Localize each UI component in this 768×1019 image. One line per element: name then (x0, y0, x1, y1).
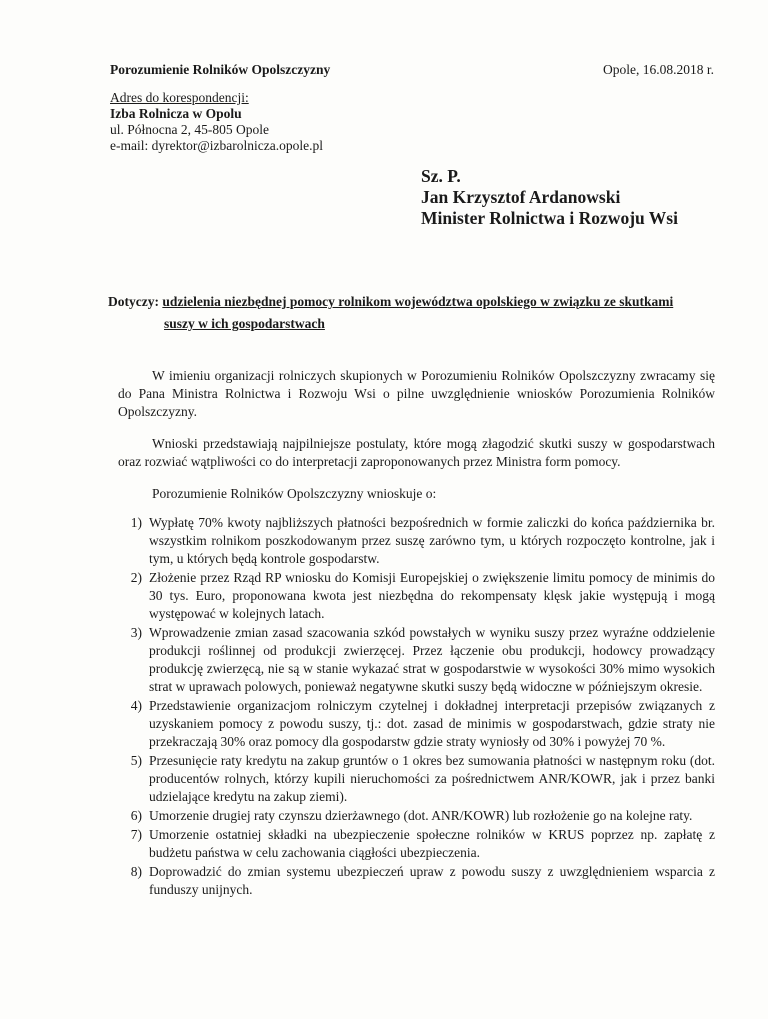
request-list (118, 514, 715, 899)
list-item-number: 3) (130, 625, 142, 640)
subject-label: Dotyczy: (108, 294, 159, 309)
address-label: Adres do korespondencji: (110, 90, 249, 105)
list-item-text: Umorzenie drugiej raty czynszu dzierżawnego (dot. ANR/KOWR) lub rozłożenie go na kolejne raty. (149, 808, 693, 823)
list-item (118, 826, 715, 862)
list-item-number: 2) (130, 570, 142, 585)
list-item-text: Złożenie przez Rząd RP wniosku do Komisji Europejskiej o zwiększenie limitu pomocy de minimis do 30 tys. Euro, proponowana kwota jest niezbędna do rekompensaty klęsk jakie występują i mogą występować w kolejnych latach. (149, 570, 715, 621)
sender-block (110, 62, 330, 154)
recipient-block (421, 166, 678, 229)
sender-org-name: Porozumienie Rolników Opolszczyzny (110, 62, 331, 77)
list-item-text: Doprowadzić do zmian systemu ubezpieczeń upraw z powodu suszy z uwzględnieniem wsparcia z funduszy unijnych. (149, 864, 715, 897)
subject-block (108, 291, 708, 335)
subject-line-2: suszy w ich gospodarstwach (164, 316, 325, 331)
body-paragraph-2: Wnioski przedstawiają najpilniejsze postulaty, które mogą złagodzić skutki suszy w gospodarstwach oraz rozwiać wątpliwości co do interpretacji zaproponowanych przez Ministra form pomocy. (118, 436, 715, 469)
recipient-name: Jan Krzysztof Ardanowski (421, 187, 621, 207)
recipient-title: Minister Rolnictwa i Rozwoju Wsi (421, 208, 678, 228)
list-item-text: Przedstawienie organizacjom rolniczym czytelnej i dokładnej interpretacji przepisów związanych z uzyskaniem pomocy z powodu suszy, tj.: dot. zasad de minimis w gospodarstwach, gdzie straty nie przekraczają 30% oraz pomocy dla gospodarstw gdzie straty wyniosły od 30% i powyżej 70 %. (149, 698, 715, 749)
list-item (118, 752, 715, 806)
list-item-number: 4) (130, 698, 142, 713)
list-item (118, 514, 715, 568)
list-item-number: 7) (130, 827, 142, 842)
body-paragraph-1: W imieniu organizacji rolniczych skupionych w Porozumieniu Rolników Opolszczyzny zwracamy się do Pana Ministra Rolnictwa i Rozwoju Wsi o pilne uwzględnienie wniosków Porozumienia Rolników Opolszczyzny. (118, 368, 715, 419)
list-item-number: 1) (130, 515, 142, 530)
list-item (118, 863, 715, 899)
list-item-text: Wprowadzenie zmian zasad szacowania szkód powstałych w wyniku suszy przez wyraźne oddzielenie produkcji roślinnej od produkcji zwierzęcej. Przez łączenie obu produkcji, hodowcy prowadzący produkcję zwierzęcą, nie są w stanie wykazać strat w gospodarstwie w wysokości 30% mimo wysokich strat w uprawach polowych, ponieważ negatywne skutki suszy będą widoczne w późniejszym okresie. (149, 625, 715, 694)
list-item (118, 697, 715, 751)
sender-street: ul. Północna 2, 45-805 Opole (110, 122, 269, 137)
list-item-text: Wypłatę 70% kwoty najbliższych płatności bezpośrednich w formie zaliczki do końca października br. wszystkim rolnikom poszkodowanym przez suszę zarówno tym, u których rozpoczęto kontrolne, jak i tym, u których będą kontrole gospodarstw. (149, 515, 715, 566)
recipient-salutation: Sz. P. (421, 166, 461, 186)
list-item-number: 8) (130, 864, 142, 879)
list-item (118, 569, 715, 623)
sender-email: e-mail: dyrektor@izbarolnicza.opole.pl (110, 138, 323, 153)
list-item (118, 807, 715, 825)
sender-chamber: Izba Rolnicza w Opolu (110, 106, 242, 121)
letter-body (118, 367, 715, 900)
subject-line-1: udzielenia niezbędnej pomocy rolnikom województwa opolskiego w związku ze skutkami (162, 294, 674, 309)
request-lead: Porozumienie Rolników Opolszczyzny wnioskuje o: (152, 486, 437, 501)
list-item-text: Przesunięcie raty kredytu na zakup gruntów o 1 okres bez sumowania płatności w następnym roku (dot. producentów rolnych, którzy kupili nieruchomości za pośrednictwem ANR/KOWR, jak i przez banki udzielające kredytu na zakup ziemi). (149, 753, 715, 804)
list-item (118, 624, 715, 696)
list-item-text: Umorzenie ostatniej składki na ubezpieczenie społeczne rolników w KRUS poprzez np. zapłatę z budżetu państwa w celu zachowania ciągłości ubezpieczenia. (149, 827, 715, 860)
letter-date: Opole, 16.08.2018 r. (603, 62, 714, 77)
list-item-number: 6) (130, 808, 142, 823)
list-item-number: 5) (130, 753, 142, 768)
